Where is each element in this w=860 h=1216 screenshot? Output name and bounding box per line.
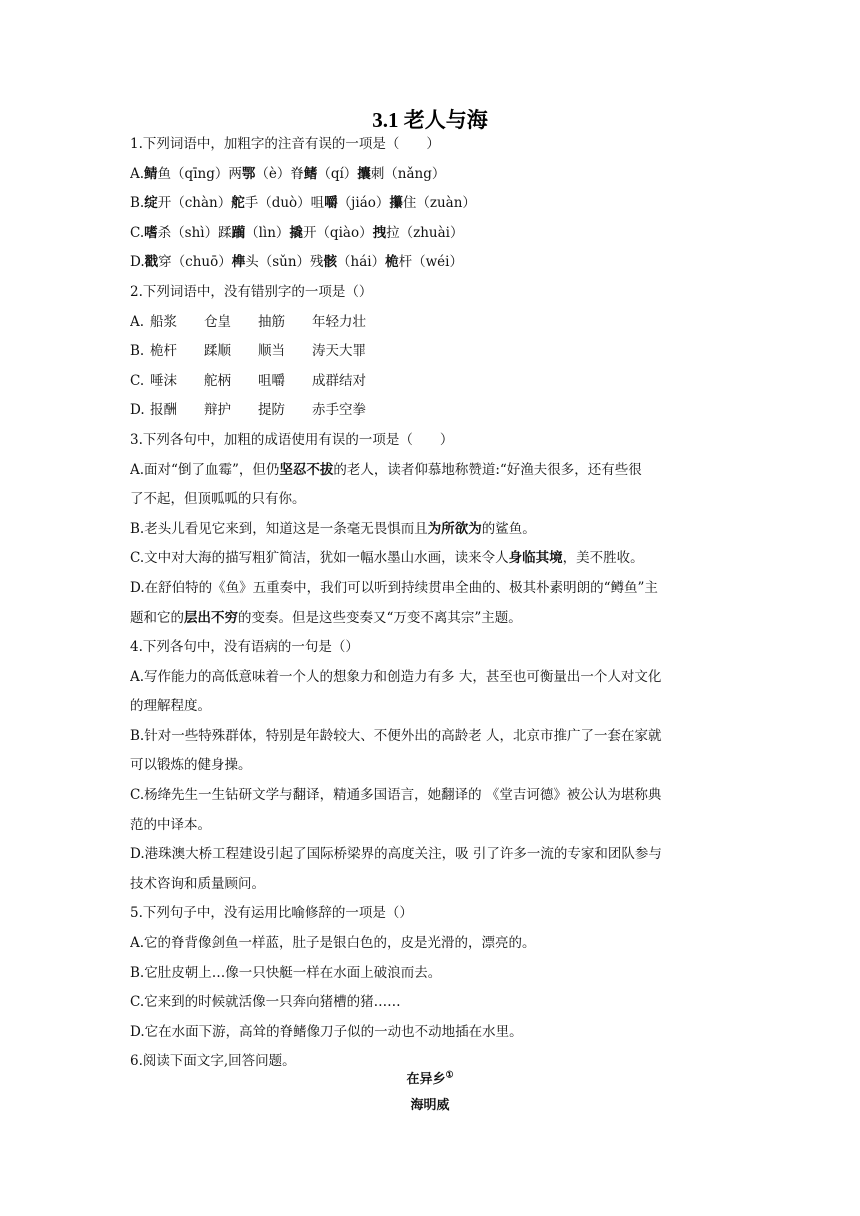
- q2-stem: 2.下列词语中，没有错别字的一项是（）: [130, 283, 373, 300]
- q4-option-c-line1: C.杨绛先生一生钻研文学与翻译，精通多国语言，她翻译的 《堂吉诃德》被公认为堪称典: [130, 787, 662, 804]
- q4-option-b-line2: 可以锻炼的健身操。: [130, 757, 252, 774]
- q4-stem: 4.下列各句中，没有语病的一句是（）: [130, 639, 359, 656]
- q2-option-a: A. 船浆 仓皇 抽筋 年轻力壮: [130, 313, 366, 330]
- q4-option-d-line2: 技术咨询和质量顾问。: [130, 875, 265, 892]
- q3-option-c: C.文中对大海的描写粗犷简洁，犹如一幅水墨山水画，读来令人身临其境，美不胜收。: [130, 550, 644, 567]
- q1-stem: 1.下列词语中，加粗字的注音有误的一项是（ ）: [130, 136, 440, 152]
- q5-option-b: B.它肚皮朝上…像一只快艇一样在水面上破浪而去。: [130, 964, 442, 981]
- page-title: 3.1 老人与海: [372, 108, 488, 132]
- q3-option-a-line2: 了不起，但顶呱呱的只有你。: [130, 491, 306, 508]
- q3-stem: 3.下列各句中，加粗的成语使用有误的一项是（ ）: [130, 431, 454, 448]
- passage-title: 在异乡①: [406, 1070, 454, 1087]
- q6-stem: 6.阅读下面文字,回答问题。: [130, 1053, 296, 1070]
- q1-option-c: C.嗜杀（shì）蹂躏（lìn）撬开（qiào）拽拉（zhuài）: [130, 224, 464, 241]
- q2-option-c: C. 唾沫 舵柄 咀嚼 成群结对: [130, 372, 366, 389]
- q4-option-a-line2: 的理解程度。: [130, 698, 211, 715]
- q3-option-d-line1: D.在舒伯特的《鱼》五重奏中，我们可以听到持续贯串全曲的、极其朴素明朗的“鳟鱼”主: [130, 579, 658, 596]
- q1-option-d: D.戳穿（chuō）榫头（sǔn）残骸（hái）桅杆（wéi）: [130, 254, 463, 271]
- q4-option-b-line1: B.针对一些特殊群体，特别是年龄较大、不便外出的高龄老 人，北京市推广了一套在家就: [130, 727, 662, 744]
- q3-option-a-line1: A.面对“倒了血霉”，但仍坚忍不拔的老人，读者仰慕地称赞道:“好渔夫很多，还有些很: [130, 461, 642, 478]
- q2-option-d: D. 报酬 辩护 提防 赤手空拳: [130, 402, 366, 419]
- q1-option-b: B.绽开（chàn）舵手（duò）咀嚼（jiáo）攥住（zuàn）: [130, 195, 476, 212]
- q4-option-c-line2: 范的中译本。: [130, 816, 211, 833]
- footnote-mark: ①: [445, 1070, 454, 1081]
- q5-option-c: C.它来到的时候就活像一只奔向猪槽的猪……: [130, 994, 401, 1011]
- q1-option-a: A.鲭鱼（qīng）两鄂（è）脊鳍（qí）攮刺（nǎng）: [130, 165, 446, 182]
- q5-option-d: D.它在水面下游，高耸的脊鳍像刀子似的一动也不动地插在水里。: [130, 1023, 523, 1040]
- q5-option-a: A.它的脊背像剑鱼一样蓝，肚子是银白色的，皮是光滑的，漂亮的。: [130, 935, 536, 952]
- q3-option-b: B.老头儿看见它来到，知道这是一条毫无畏惧而且为所欲为的鲨鱼。: [130, 520, 536, 537]
- q4-option-d-line1: D.港珠澳大桥工程建设引起了国际桥梁界的高度关注，吸 引了许多一流的专家和团队参与: [130, 846, 662, 863]
- q2-option-b: B. 桅杆 蹂顺 顺当 涛天大罪: [130, 343, 366, 360]
- passage-author: 海明威: [410, 1098, 450, 1113]
- q4-option-a-line1: A.写作能力的高低意味着一个人的想象力和创造力有多 大，甚至也可衡量出一个人对文化: [130, 668, 662, 685]
- q3-option-d-line2: 题和它的层出不穷的变奏。但是这些变奏又“万变不离其宗”主题。: [130, 609, 522, 626]
- q5-stem: 5.下列句子中，没有运用比喻修辞的一项是（）: [130, 905, 413, 922]
- question-body: [130, 130, 732, 1077]
